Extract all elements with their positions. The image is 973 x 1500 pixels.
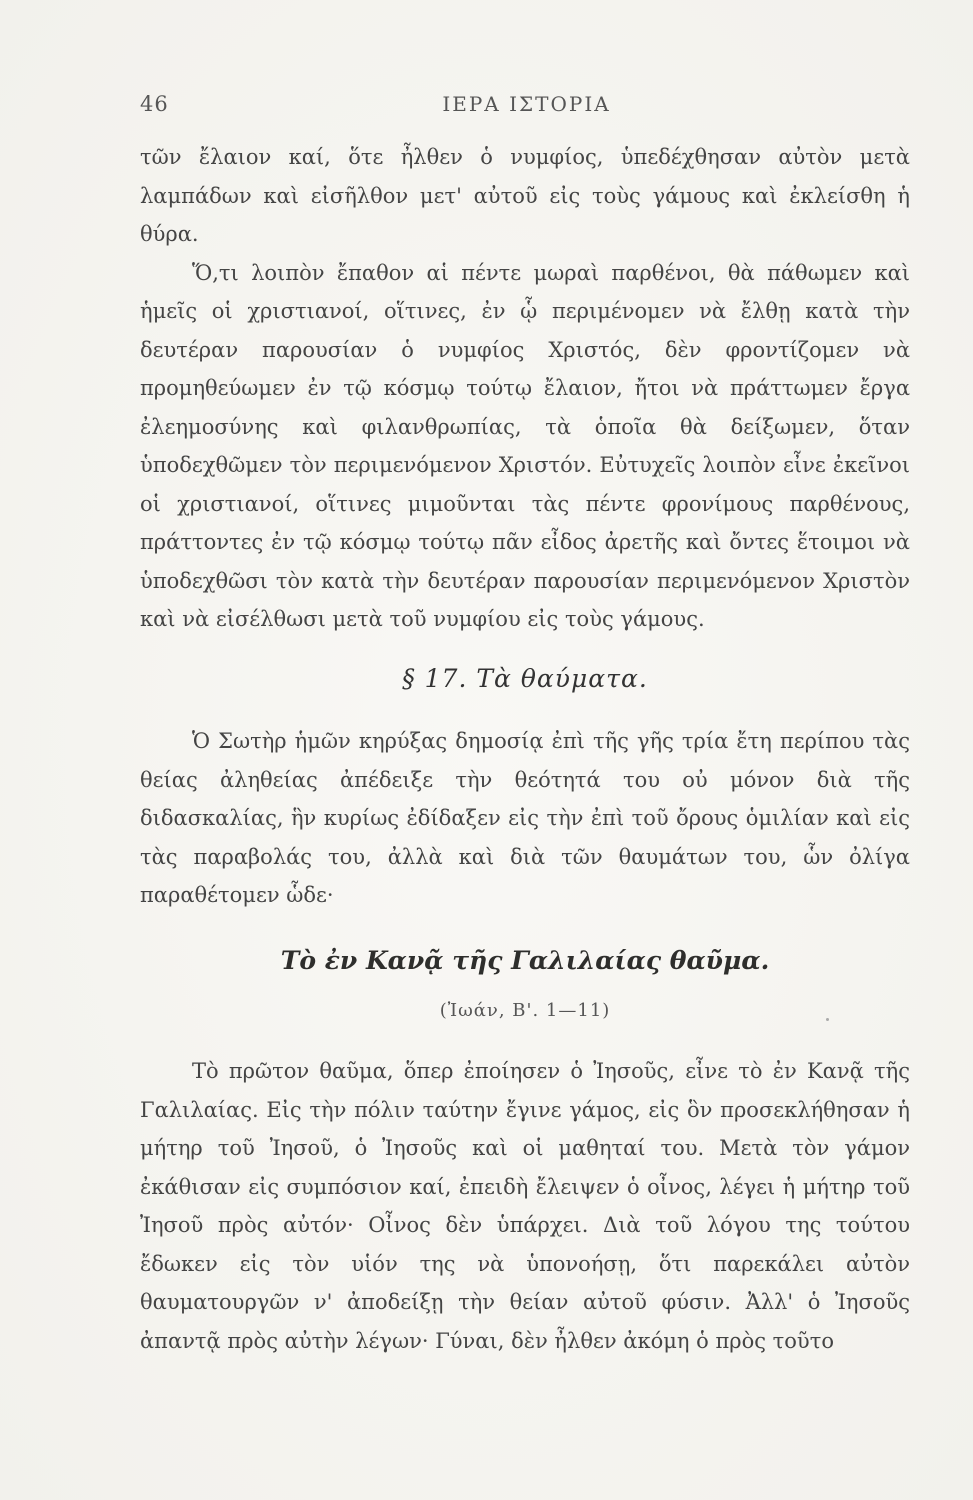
scripture-reference: (Ἰωάν, Β'. 1—11): [439, 1000, 611, 1021]
page-number: 46: [140, 92, 169, 116]
story-heading: Τὸ ἐν Κανᾷ τῆς Γαλιλαίας θαῦμα.: [280, 946, 770, 975]
paragraph-moral: Ὅ,τι λοιπὸν ἔπαθον αἱ πέντε μωραὶ παρθένοι, θὰ πάθωμεν καὶ ἡμεῖς οἱ χριστιανοί, οἵτινες, ἐν ᾧ περιμένομεν νὰ ἔλθῃ κατὰ τὴν δευτέραν παρουσίαν ὁ νυμφίος Χριστός, δὲν φροντίζομεν νὰ προμηθεύωμεν ἐν τῷ κόσμῳ τούτῳ ἔλαιον, ἤτοι νὰ πράττωμεν ἔργα ἐλεημοσύνης καὶ φιλανθρωπίας, τὰ ὁποῖα θὰ δείξωμεν, ὅταν ὑποδεχθῶμεν τὸν περιμενόμενον Χριστόν. Εὐτυχεῖς λοιπὸν εἶνε ἐκεῖνοι οἱ χριστιανοί, οἵτινες μιμοῦνται τὰς πέντε φρονίμους παρθένους, πράττοντες ἐν τῷ κόσμῳ τούτῳ πᾶν εἶδος ἀρετῆς καὶ ὄντες ἕτοιμοι νὰ ὑποδεχθῶσι τὸν κατὰ τὴν δευτέραν παρουσίαν περιμενόμενον Χριστὸν καὶ νὰ εἰσέλθωσι μετὰ τοῦ νυμφίου εἰς τοὺς γάμους.: [140, 260, 910, 631]
text-block-story: [140, 1052, 910, 1360]
running-title: ΙΕΡΑ ΙΣΤΟΡΙΑ: [442, 92, 611, 116]
paragraph-miracles-intro: Ὁ Σωτὴρ ἡμῶν κηρύξας δημοσίᾳ ἐπὶ τῆς γῆς τρία ἔτη περίπου τὰς θείας ἀληθείας ἀπέδειξε τὴν θεότητά του οὐ μόνον διὰ τῆς διδασκαλίας, ἣν κυρίως ἐδίδαξεν εἰς τὴν ἐπὶ τοῦ ὄρους ὁμιλίαν καὶ εἰς τὰς παραβολάς του, ἀλλὰ καὶ διὰ τῶν θαυμάτων του, ὧν ὀλίγα παραθέτομεν ὧδε·: [140, 729, 910, 907]
page-header: [140, 92, 913, 124]
section-heading: § 17. Τὰ θαύματα.: [402, 664, 648, 693]
print-speck: [826, 1018, 829, 1021]
text-block-section: [140, 722, 910, 915]
text-block-top: [140, 138, 910, 639]
paragraph-continuation: τῶν ἔλαιον καί, ὅτε ἦλθεν ὁ νυμφίος, ὑπεδέχθησαν αὐτὸν μετὰ λαμπάδων καὶ εἰσῆλθον μετ' αὐτοῦ εἰς τοὺς γάμους καὶ ἐκλείσθη ἡ θύρα.: [140, 145, 910, 246]
paragraph-cana-story: Τὸ πρῶτον θαῦμα, ὅπερ ἐποίησεν ὁ Ἰησοῦς, εἶνε τὸ ἐν Κανᾷ τῆς Γαλιλαίας. Εἰς τὴν πόλιν ταύτην ἔγινε γάμος, εἰς ὃν προσεκλήθησαν ἡ μήτηρ τοῦ Ἰησοῦ, ὁ Ἰησοῦς καὶ οἱ μαθηταί του. Μετὰ τὸν γάμον ἐκάθισαν εἰς συμπόσιον καί, ἐπειδὴ ἔλειψεν ὁ οἶνος, λέγει ἡ μήτηρ τοῦ Ἰησοῦ πρὸς αὐτόν· Οἶνος δὲν ὑπάρχει. Διὰ τοῦ λόγου της τούτου ἔδωκεν εἰς τὸν υἱόν της νὰ ὑπονοήσῃ, ὅτι παρεκάλει αὐτὸν θαυματουργῶν ν' ἀποδείξῃ τὴν θείαν αὐτοῦ φύσιν. Ἀλλ' ὁ Ἰησοῦς ἀπαντᾷ πρὸς αὐτὴν λέγων· Γύναι, δὲν ἦλθεν ἀκόμη ὁ πρὸς τοῦτο: [140, 1059, 910, 1353]
